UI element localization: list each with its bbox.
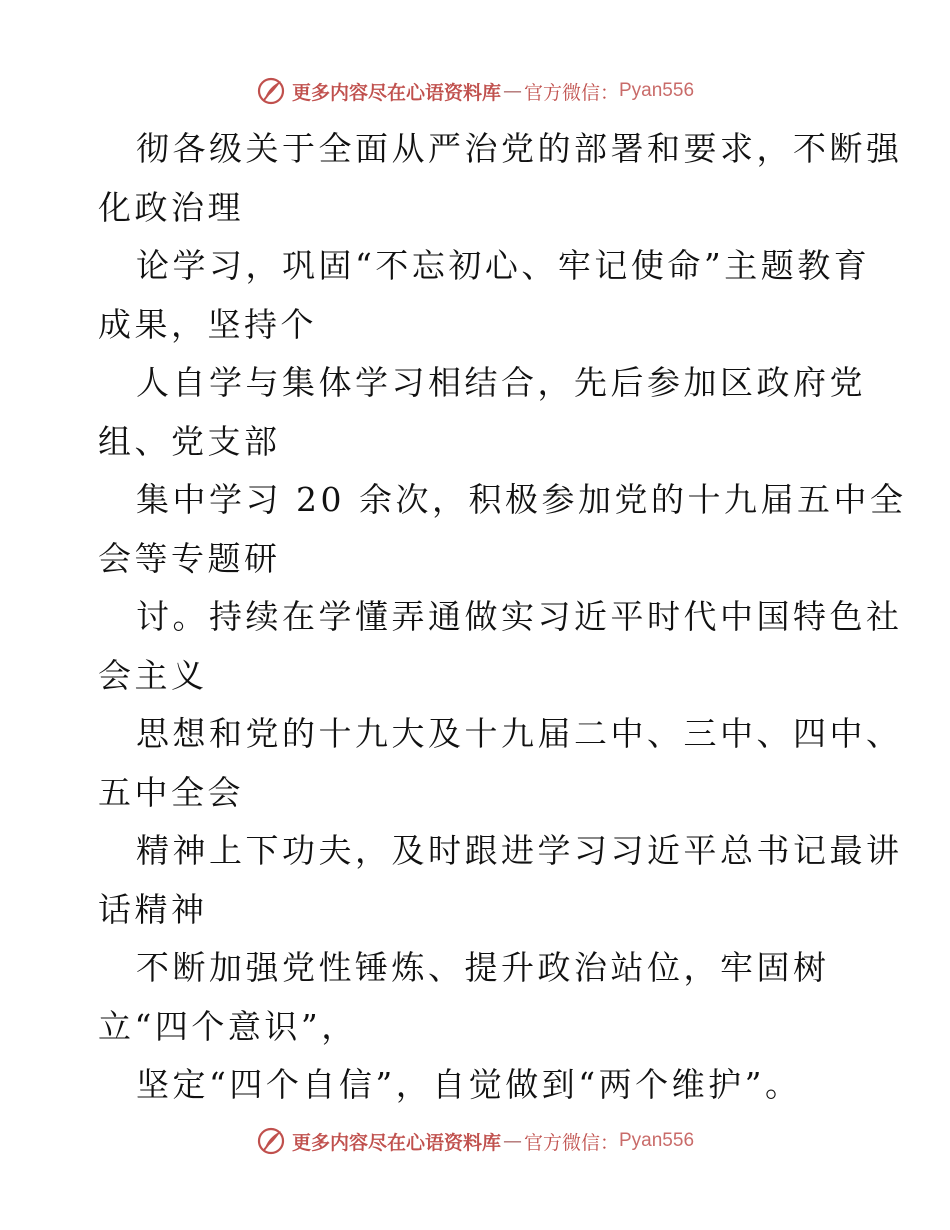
text-line: 讨。持续在学懂弄通做实习近平时代中国特色社 xyxy=(136,597,903,636)
text-line: 精神上下功夫，及时跟进学习习近平总书记最讲 xyxy=(136,831,903,870)
watermark-dash: — xyxy=(502,80,522,102)
text-line: 人自学与集体学习相结合，先后参加区政府党 xyxy=(136,363,866,402)
watermark-handle: Pyan556 xyxy=(619,80,695,101)
watermark-brand-text: 更多内容尽在心语资料库 xyxy=(291,81,501,104)
text-line: 话精神 xyxy=(98,889,208,929)
feather-pen-circle-icon xyxy=(256,76,286,106)
text-line: 彻各级关于全面从严治党的部署和要求，不断强 xyxy=(136,129,903,168)
text-line: 集中学习 20 余次，积极参加党的十九届五中全 xyxy=(136,480,907,519)
text-line: 会主义 xyxy=(98,655,208,695)
watermark-brand-text: 更多内容尽在心语资料库 xyxy=(291,1131,501,1154)
footer-watermark xyxy=(0,1121,950,1161)
text-line: 会等专题研 xyxy=(98,538,281,578)
text-line: 五中全会 xyxy=(98,772,244,812)
text-line: 组、党支部 xyxy=(98,421,281,461)
document-body xyxy=(98,120,907,1115)
watermark-wechat-label: 官方微信： xyxy=(523,1131,619,1154)
text-line: 立“四个意识”， xyxy=(98,1006,358,1046)
text-line: 成果，坚持个 xyxy=(98,304,317,344)
feather-pen-circle-icon xyxy=(256,1126,286,1156)
text-line: 化政治理 xyxy=(98,187,244,227)
header-watermark xyxy=(0,71,950,111)
watermark-handle: Pyan556 xyxy=(619,1130,695,1151)
watermark-dash: — xyxy=(502,1130,522,1152)
watermark-wechat-label: 官方微信： xyxy=(523,81,619,104)
text-line: 论学习，巩固“不忘初心、牢记使命”主题教育 xyxy=(136,246,871,285)
text-line: 坚定“四个自信”，自觉做到“两个维护”。 xyxy=(136,1065,802,1104)
text-line: 不断加强党性锤炼、提升政治站位，牢固树 xyxy=(136,948,830,987)
text-line: 思想和党的十九大及十九届二中、三中、四中、 xyxy=(136,714,903,753)
